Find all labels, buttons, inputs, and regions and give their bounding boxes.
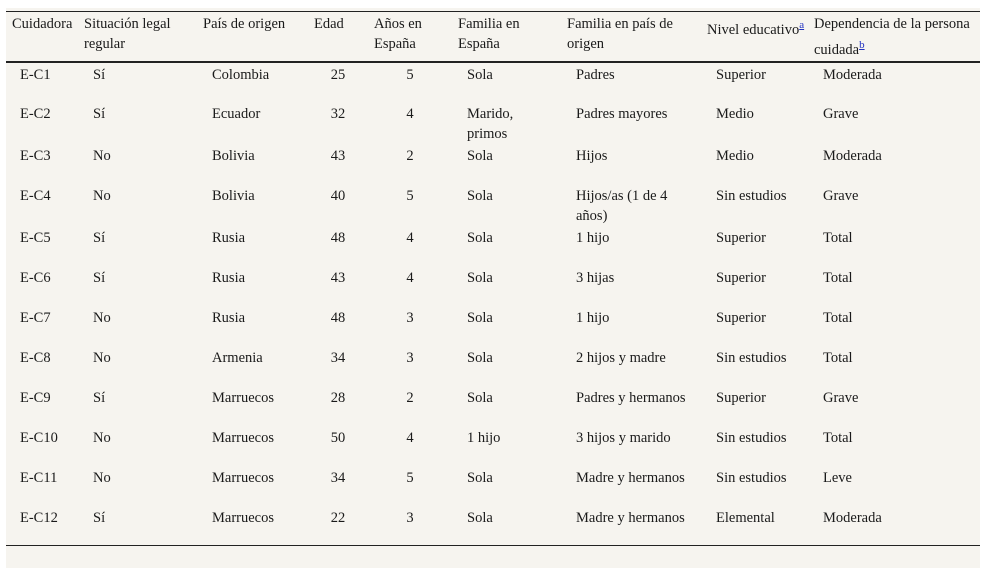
cell-dependencia: Total	[823, 309, 853, 326]
cell-familia-espana: Sola	[467, 389, 493, 406]
table-row	[6, 346, 980, 386]
cell-anos: 5	[406, 66, 414, 83]
cell-edad: 25	[330, 66, 346, 83]
cell-pais: Armenia	[212, 349, 263, 366]
cell-situacion: No	[93, 309, 111, 326]
cell-nivel: Superior	[716, 229, 766, 246]
cell-dependencia: Moderada	[823, 509, 882, 526]
cell-familia-espana: Marido, primos	[467, 105, 514, 142]
cell-cuidadora: E-C1	[20, 66, 51, 83]
table-container	[6, 8, 980, 568]
table-row	[6, 466, 980, 506]
cell-cuidadora: E-C12	[20, 509, 58, 526]
cell-pais: Marruecos	[212, 389, 275, 406]
cell-nivel: Sin estudios	[716, 349, 787, 366]
cell-edad: 40	[330, 187, 346, 204]
header-cuidadora: Cuidadora	[12, 16, 73, 32]
cell-anos: 4	[406, 429, 414, 446]
cell-familia-espana: Sola	[467, 269, 493, 286]
cell-pais: Marruecos	[212, 469, 275, 486]
cell-nivel: Sin estudios	[716, 429, 787, 446]
cell-situacion: Sí	[93, 105, 106, 122]
cell-familia-origen: Madre y hermanos	[576, 469, 685, 486]
cell-pais: Bolivia	[212, 187, 255, 204]
footnote-link-a[interactable]: a	[799, 19, 805, 31]
caregivers-table	[6, 11, 980, 546]
header-pais: País de origen	[203, 16, 286, 32]
header-dependencia: Dependencia de la persona cuidada$^b$	[814, 16, 970, 58]
cell-nivel: Medio	[716, 147, 754, 164]
cell-familia-espana: Sola	[467, 309, 493, 326]
table-row	[6, 386, 980, 426]
cell-cuidadora: E-C7	[20, 309, 51, 326]
cell-familia-espana: Sola	[467, 469, 493, 486]
cell-edad: 43	[330, 147, 346, 164]
cell-anos: 3	[406, 349, 414, 366]
cell-pais: Marruecos	[212, 429, 275, 446]
cell-familia-espana: Sola	[467, 187, 493, 204]
header-edad: Edad	[314, 16, 344, 32]
cell-cuidadora: E-C6	[20, 269, 51, 286]
cell-situacion: No	[93, 147, 111, 164]
cell-edad: 32	[330, 105, 346, 122]
table-row	[6, 506, 980, 546]
cell-familia-origen: 1 hijo	[576, 229, 610, 246]
cell-familia-origen: Padres	[576, 66, 615, 83]
cell-pais: Bolivia	[212, 147, 255, 164]
header-familia-origen: Familia en país de origen	[567, 16, 673, 52]
cell-dependencia: Total	[823, 229, 853, 246]
cell-nivel: Superior	[716, 269, 766, 286]
cell-edad: 34	[330, 469, 346, 486]
cell-situacion: Sí	[93, 66, 106, 83]
cell-dependencia: Total	[823, 349, 853, 366]
header-anos: Años en España	[374, 16, 422, 52]
cell-situacion: No	[93, 187, 111, 204]
cell-pais: Ecuador	[212, 105, 261, 122]
cell-edad: 22	[330, 509, 346, 526]
cell-situacion: Sí	[93, 389, 106, 406]
cell-anos: 5	[406, 187, 414, 204]
cell-familia-origen: 3 hijas	[576, 269, 615, 286]
cell-anos: 2	[406, 147, 414, 164]
cell-familia-espana: 1 hijo	[467, 429, 501, 446]
cell-anos: 4	[406, 105, 414, 122]
cell-edad: 34	[330, 349, 346, 366]
cell-edad: 43	[330, 269, 346, 286]
cell-familia-origen: 3 hijos y marido	[576, 429, 671, 446]
cell-cuidadora: E-C4	[20, 187, 51, 204]
cell-nivel: Superior	[716, 309, 766, 326]
cell-pais: Marruecos	[212, 509, 275, 526]
header-row	[6, 12, 980, 62]
cell-situacion: Sí	[93, 509, 106, 526]
cell-situacion: Sí	[93, 229, 106, 246]
cell-pais: Rusia	[212, 309, 246, 326]
cell-familia-espana: Sola	[467, 509, 493, 526]
cell-cuidadora: E-C10	[20, 429, 58, 446]
table-row	[6, 184, 980, 226]
header-familia-espana: Familia en España	[458, 16, 520, 52]
cell-dependencia: Leve	[823, 469, 852, 486]
table-row	[6, 306, 980, 346]
cell-familia-espana: Sola	[467, 147, 493, 164]
cell-familia-origen: 1 hijo	[576, 309, 610, 326]
cell-familia-espana: Sola	[467, 66, 493, 83]
cell-nivel: Sin estudios	[716, 469, 787, 486]
cell-situacion: No	[93, 349, 111, 366]
table-row	[6, 426, 980, 466]
cell-dependencia: Total	[823, 429, 853, 446]
table-row	[6, 102, 980, 144]
cell-cuidadora: E-C3	[20, 147, 51, 164]
cell-anos: 3	[406, 309, 414, 326]
cell-familia-origen: Padres y hermanos	[576, 389, 686, 406]
cell-familia-espana: Sola	[467, 229, 493, 246]
cell-edad: 28	[330, 389, 346, 406]
cell-anos: 3	[406, 509, 414, 526]
cell-anos: 5	[406, 469, 414, 486]
cell-familia-origen: Madre y hermanos	[576, 509, 685, 526]
cell-situacion: No	[93, 429, 111, 446]
table-row	[6, 226, 980, 266]
cell-cuidadora: E-C9	[20, 389, 51, 406]
cell-nivel: Superior	[716, 389, 766, 406]
cell-nivel: Elemental	[716, 509, 775, 526]
cell-dependencia: Moderada	[823, 147, 882, 164]
cell-pais: Rusia	[212, 229, 246, 246]
footnote-link-b[interactable]: b	[859, 39, 865, 51]
cell-familia-origen: Padres mayores	[576, 105, 668, 122]
cell-cuidadora: E-C8	[20, 349, 51, 366]
cell-familia-espana: Sola	[467, 349, 493, 366]
cell-cuidadora: E-C5	[20, 229, 51, 246]
table-row	[6, 144, 980, 184]
cell-edad: 48	[330, 309, 346, 326]
cell-nivel: Sin estudios	[716, 187, 787, 204]
table-row	[6, 62, 980, 102]
cell-edad: 48	[330, 229, 346, 246]
cell-situacion: No	[93, 469, 111, 486]
cell-pais: Rusia	[212, 269, 246, 286]
cell-dependencia: Grave	[823, 187, 859, 204]
cell-anos: 4	[406, 269, 414, 286]
table-row	[6, 266, 980, 306]
cell-dependencia: Grave	[823, 389, 859, 406]
cell-familia-origen: 2 hijos y madre	[576, 349, 666, 366]
cell-anos: 4	[406, 229, 414, 246]
header-nivel: Nivel educativo$^a$	[707, 19, 805, 38]
cell-cuidadora: E-C2	[20, 105, 51, 122]
cell-nivel: Superior	[716, 66, 766, 83]
cell-familia-origen: Hijos/as (1 de 4 años)	[576, 187, 668, 224]
cell-familia-origen: Hijos	[576, 147, 608, 164]
cell-nivel: Medio	[716, 105, 754, 122]
cell-anos: 2	[406, 389, 414, 406]
cell-pais: Colombia	[212, 66, 270, 83]
cell-edad: 50	[330, 429, 346, 446]
cell-situacion: Sí	[93, 269, 106, 286]
cell-dependencia: Total	[823, 269, 853, 286]
cell-cuidadora: E-C11	[20, 469, 58, 486]
cell-dependencia: Moderada	[823, 66, 882, 83]
cell-dependencia: Grave	[823, 105, 859, 122]
header-situacion: Situación legal regular	[84, 16, 171, 52]
